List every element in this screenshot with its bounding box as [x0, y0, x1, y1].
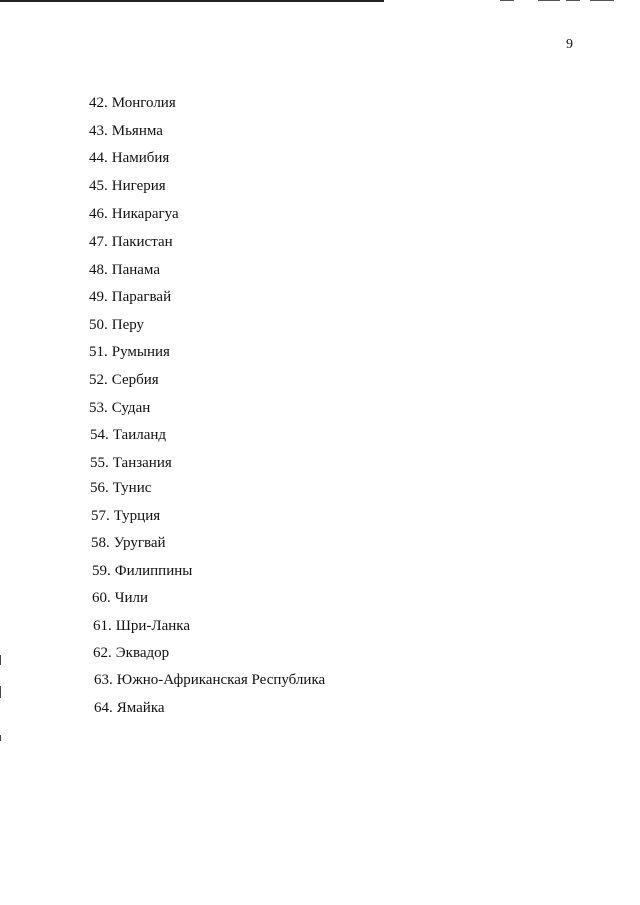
item-country-name: Ямайка: [116, 700, 165, 716]
item-country-name: Шри-Ланка: [115, 618, 190, 634]
item-number: 44.: [89, 150, 108, 166]
item-number: 46.: [89, 206, 108, 222]
list-item: [91, 534, 166, 552]
item-number: 59.: [92, 563, 111, 579]
item-number: 58.: [91, 535, 110, 551]
item-country-name: Эквадор: [115, 645, 170, 661]
page-number: 9: [566, 37, 573, 52]
list-item: [92, 589, 148, 607]
item-number: 42.: [89, 95, 108, 111]
scan-margin-mark: [0, 735, 1, 741]
item-number: 63.: [94, 672, 113, 688]
item-country-name: Перу: [111, 317, 145, 333]
list-item: [90, 426, 166, 444]
list-item: [89, 288, 171, 306]
item-number: 55.: [90, 455, 109, 471]
item-number: 50.: [89, 317, 108, 333]
item-number: 61.: [93, 618, 112, 634]
list-item: [89, 343, 170, 361]
item-number: 49.: [89, 289, 108, 305]
item-country-name: Судан: [111, 400, 151, 416]
scan-margin-mark: [0, 686, 1, 698]
item-number: 54.: [90, 427, 109, 443]
scan-edge-line: [0, 0, 384, 2]
item-country-name: Сербия: [111, 372, 159, 388]
scan-edge-dash: [566, 0, 580, 1]
item-country-name: Тунис: [112, 480, 152, 496]
list-item: [89, 122, 163, 140]
list-item: [90, 479, 151, 497]
item-country-name: Танзания: [112, 455, 172, 471]
item-country-name: Румыния: [111, 344, 170, 360]
scan-edge-dash: [538, 0, 560, 1]
list-item: [89, 316, 144, 334]
item-country-name: Южно-Африканская Республика: [116, 672, 326, 688]
list-item: [89, 94, 176, 112]
item-country-name: Турция: [113, 508, 161, 524]
list-item: [89, 261, 160, 279]
item-country-name: Чили: [114, 590, 149, 606]
item-number: 48.: [89, 262, 108, 278]
scan-edge-dash: [500, 0, 514, 1]
item-number: 52.: [89, 372, 108, 388]
item-number: 60.: [92, 590, 111, 606]
item-number: 57.: [91, 508, 110, 524]
list-item: [93, 617, 190, 635]
list-item: [89, 149, 169, 167]
list-item: [89, 233, 173, 251]
scan-edge-dash: [590, 0, 614, 1]
list-item: [93, 644, 169, 662]
scan-margin-mark: [0, 655, 1, 665]
list-item: [92, 562, 192, 580]
list-item: [89, 177, 166, 195]
list-item: [94, 699, 165, 717]
list-item: [89, 205, 179, 223]
list-item: [90, 454, 172, 472]
list-item: [94, 671, 325, 689]
item-number: 45.: [89, 178, 108, 194]
item-number: 43.: [89, 123, 108, 139]
item-country-name: Панама: [111, 262, 160, 278]
item-country-name: Монголия: [111, 95, 176, 111]
item-country-name: Никарагуа: [111, 206, 179, 222]
list-item: [91, 507, 160, 525]
item-number: 51.: [89, 344, 108, 360]
item-country-name: Филиппины: [114, 563, 193, 579]
item-number: 56.: [90, 480, 109, 496]
item-country-name: Парагвай: [111, 289, 172, 305]
list-item: [89, 371, 159, 389]
item-country-name: Нигерия: [111, 178, 166, 194]
item-country-name: Намибия: [111, 150, 170, 166]
item-country-name: Пакистан: [111, 234, 173, 250]
item-number: 53.: [89, 400, 108, 416]
item-number: 62.: [93, 645, 112, 661]
item-country-name: Уругвай: [113, 535, 166, 551]
item-number: 64.: [94, 700, 113, 716]
list-item: [89, 399, 150, 417]
item-number: 47.: [89, 234, 108, 250]
item-country-name: Мьянма: [111, 123, 163, 139]
item-country-name: Таиланд: [112, 427, 167, 443]
